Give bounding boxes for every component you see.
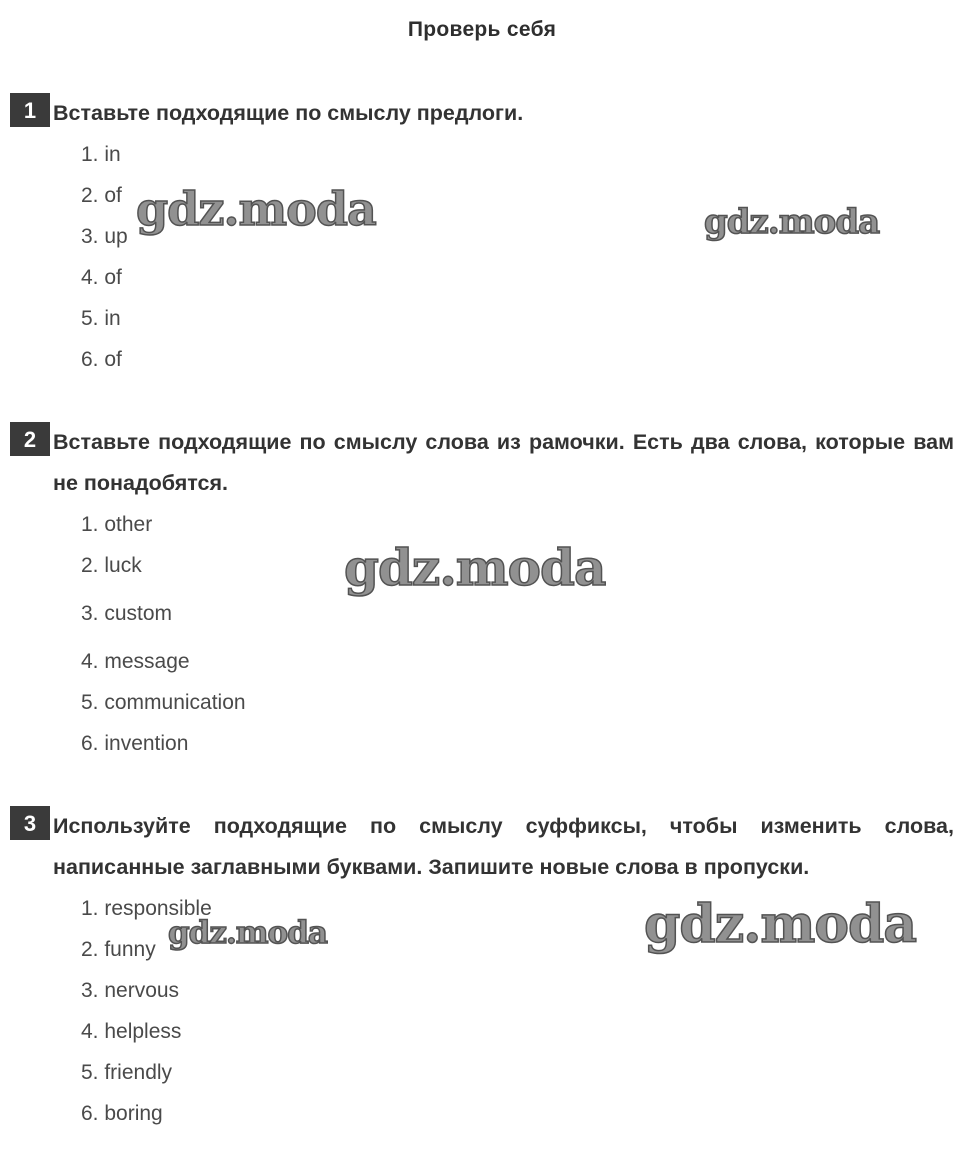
answer-item: 1. responsible bbox=[81, 897, 212, 920]
task-3 bbox=[10, 806, 954, 1134]
task-number-badge: 2 bbox=[10, 422, 50, 456]
watermark-logo: gdz.moda bbox=[704, 202, 880, 242]
watermark-logo: gdz.moda bbox=[644, 894, 917, 955]
answer-item: 3. up bbox=[81, 225, 128, 248]
answer-list bbox=[81, 134, 954, 380]
page-title: Проверь себя bbox=[407, 18, 557, 41]
answer-item: 4. helpless bbox=[81, 1020, 182, 1043]
answer-item: 3. nervous bbox=[81, 979, 180, 1002]
answer-item: 5. in bbox=[81, 307, 121, 330]
answer-item: 3. custom bbox=[81, 602, 173, 625]
answer-item: 2. funny bbox=[81, 938, 156, 961]
task-number-badge: 1 bbox=[10, 93, 50, 127]
watermark-logo: gdz.moda bbox=[168, 915, 327, 951]
answer-item: 1. in bbox=[81, 143, 121, 166]
answer-item: 6. of bbox=[81, 348, 122, 371]
task-number-badge: 3 bbox=[10, 806, 50, 840]
answer-item: 4. message bbox=[81, 650, 190, 673]
task-instruction: Вставьте подходящие по смыслу предлоги. bbox=[53, 101, 524, 125]
answer-item: 4. of bbox=[81, 266, 122, 289]
answer-item: 5. communication bbox=[81, 691, 246, 714]
answer-item: 1. other bbox=[81, 513, 153, 536]
watermark-logo: gdz.moda bbox=[344, 538, 606, 597]
answer-item: 6. boring bbox=[81, 1102, 163, 1125]
task-instruction: Используйте подходящие по смыслу суффиксы, чтобы изменить слова, написанные заглавными буквами. Запишите новые слова в пропуски. bbox=[53, 814, 954, 879]
answer-item: 6. invention bbox=[81, 732, 189, 755]
answer-item: 2. luck bbox=[81, 554, 142, 577]
answer-item: 5. friendly bbox=[81, 1061, 173, 1084]
answer-item: 2. of bbox=[81, 184, 122, 207]
watermark-logo: gdz.moda bbox=[136, 182, 376, 236]
task-instruction: Вставьте подходящие по смыслу слова из рамочки. Есть два слова, которые вам не понадобятся. bbox=[53, 430, 954, 495]
